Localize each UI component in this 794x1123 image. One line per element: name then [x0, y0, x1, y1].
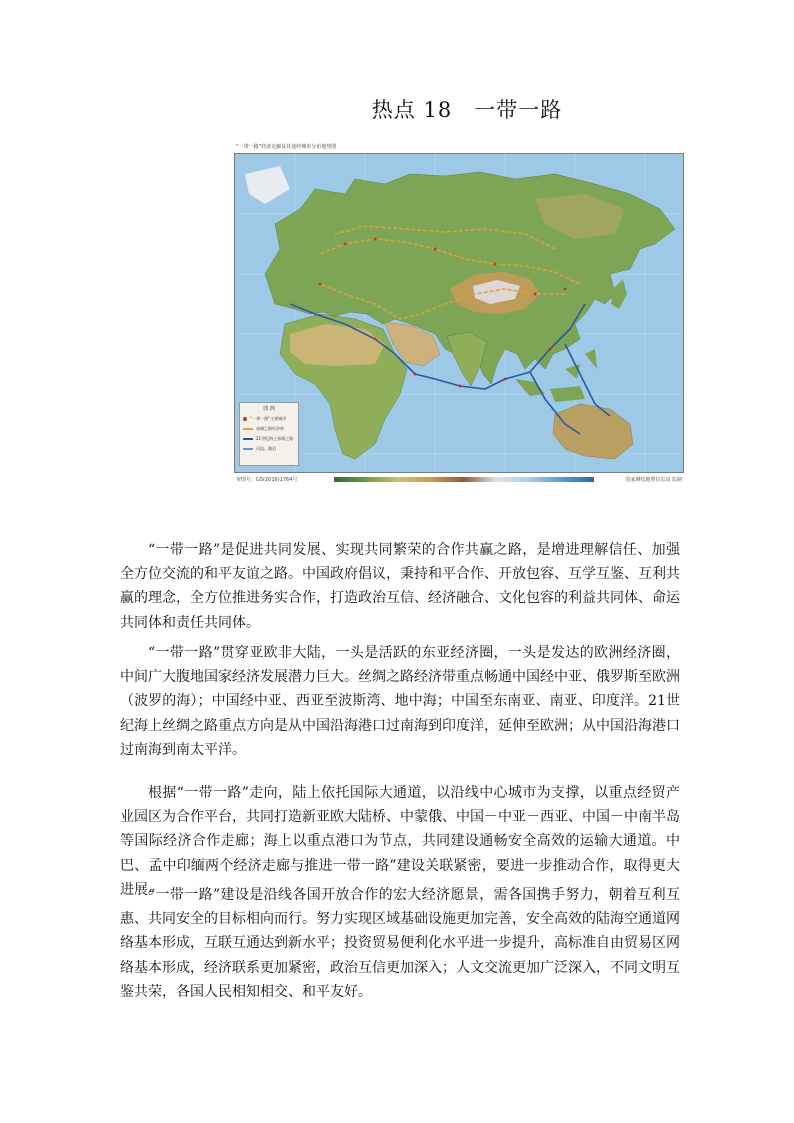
river-line-icon — [243, 448, 253, 450]
greenland — [245, 166, 290, 204]
map-frame — [234, 153, 684, 473]
map-footer — [234, 475, 684, 485]
city-dot-icon — [243, 417, 247, 421]
legend-item-silk-road — [243, 426, 295, 432]
legend-title: 图 例 — [263, 406, 275, 412]
japan — [611, 279, 627, 309]
india — [447, 332, 487, 386]
belt-and-road-map — [230, 141, 686, 486]
legend-item-city — [243, 416, 295, 422]
map-approval-number: 审图号：GS(2016)1764号 — [236, 477, 298, 483]
map-caption: “一带一路”经济走廊及其途经城市分布地势图 — [236, 144, 337, 150]
legend-item-river — [243, 446, 295, 452]
elevation-scale-bar — [334, 477, 594, 482]
maritime-line-icon — [243, 438, 253, 440]
paragraph-2: “一带一路”贯穿亚欧非大陆，一头是活跃的东亚经济圈，一头是发达的欧洲经济圈，中间广大腹地国家经济发展潜力巨大。丝绸之路经济带重点畅通中国经中亚、俄罗斯至欧洲（波罗的海）；中国经中亚、西亚至波斯湾、地中海；中国至东南亚、南亚、印度洋。21世纪海上丝绸之路重点方向是从中国沿海港口过南海到印度洋，延伸至欧洲；从中国沿海港口过南海到南太平洋。 — [120, 645, 680, 758]
legend-item-maritime — [243, 436, 295, 442]
silk-road-line-icon — [243, 428, 253, 430]
map-publisher: 国家测绘地理信息局 监制 — [625, 477, 682, 483]
map-legend — [239, 402, 299, 466]
paragraph-3: 根据“一带一路”走向，陆上依托国际大通道，以沿线中心城市为支撑，以重点经贸产业园区为合作平台，共同打造新亚欧大陆桥、中蒙俄、中国－中亚－西亚、中国－中南半岛等国际经济合作走廊；海上以重点港口为节点，共同建设通畅安全高效的运输大通道。中巴、孟中印缅两个经济走廊与推进一带一路”建设关联紧密，要进一步推动合作，取得更大进展。 — [120, 785, 680, 898]
page-title: 热点 18 一带一路 — [371, 98, 563, 122]
paragraph-1: “一带一路”是促进共同发展、实现共同繁荣的合作共赢之路，是增进理解信任、加强全方位交流的和平友谊之路。中国政府倡议，秉持和平合作、开放包容、互学互鉴、互利共赢的理念，全方位推进务实合作，打造政治互信、经济融合、文化包容的利益共同体、命运共同体和责任共同体。 — [120, 542, 680, 631]
map-graphic — [235, 154, 684, 473]
legend-item-label: 河流、湖泊 — [256, 446, 276, 451]
australia-landmass — [553, 404, 633, 459]
paragraph-4: “一带一路”建设是沿线各国开放合作的宏大经济愿景，需各国携手努力，朝着互利互惠、共同安全的目标相向而行。努力实现区域基础设施更加完善，安全高效的陆海空通道网络基本形成，互联互通达到新水平；投资贸易便利化水平进一步提升，高标准自由贸易区网络基本形成，经济联系更加紧密，政治互信更加深入；人文交流更加广泛深入，不同文明互鉴共荣，各国人民相知相交、和平友好。 — [120, 887, 680, 1000]
legend-item-label: 21世纪海上丝绸之路 — [256, 436, 294, 441]
legend-item-label: “一带一路”主要城市 — [250, 416, 287, 421]
legend-item-label: 丝绸之路经济带 — [256, 426, 284, 431]
